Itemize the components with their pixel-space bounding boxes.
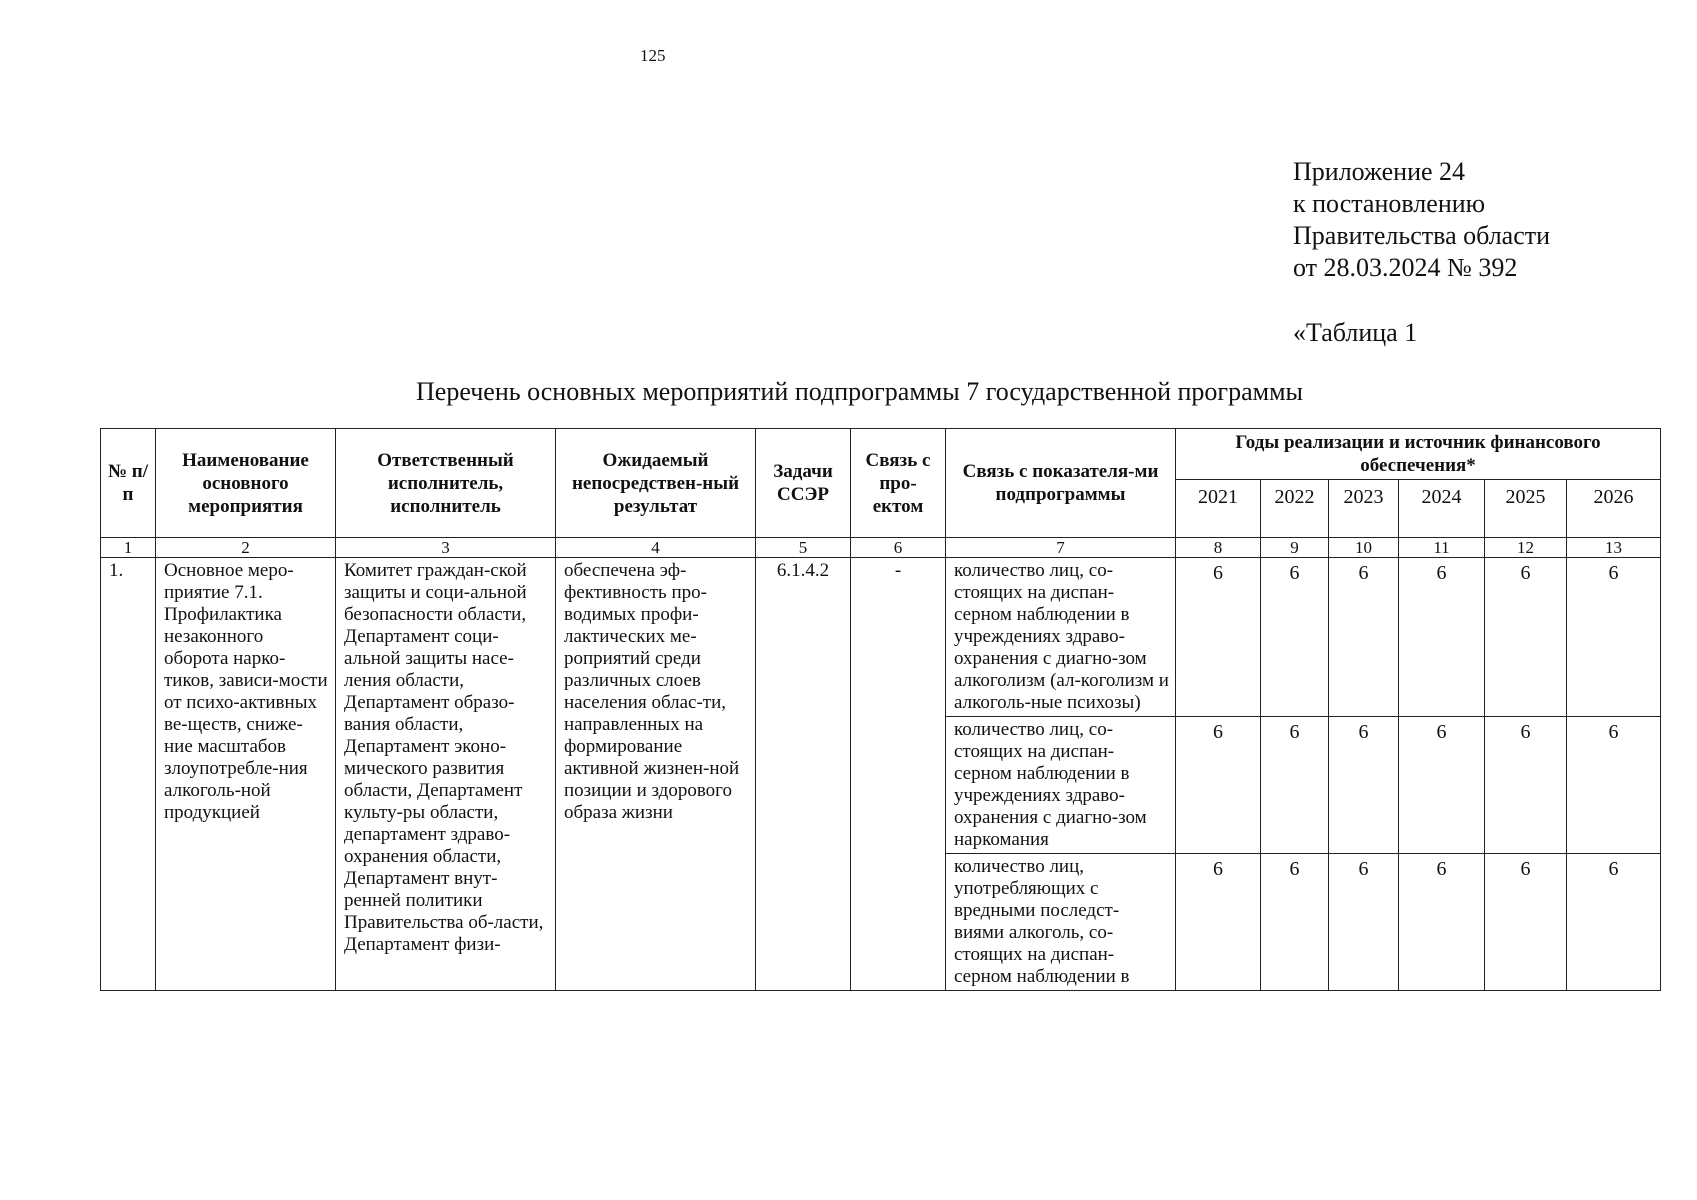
indicator-value: 6 [1485, 717, 1567, 854]
column-number: 5 [756, 538, 851, 558]
appendix-line-1: Приложение 24 [1293, 157, 1466, 186]
indicator-value: 6 [1261, 854, 1329, 991]
row-expected-result: обеспечена эф-фективность про-водимых профи-лактических ме-роприятий среди различных слоев населения облас-ти, направленных на формирование активной жизнен-ной позиции и здорового образа жизни [556, 558, 756, 991]
header-tasks: Задачи ССЭР [756, 429, 851, 538]
header-year-2024: 2024 [1399, 480, 1485, 538]
indicator-value: 6 [1261, 717, 1329, 854]
page-number: 125 [640, 46, 666, 65]
column-number: 7 [946, 538, 1176, 558]
header-indicators: Связь с показателя-ми подпрограммы [946, 429, 1176, 538]
header-num: № п/п [101, 429, 156, 538]
header-years-group: Годы реализации и источник финансового обеспечения* [1176, 429, 1661, 480]
header-year-2025: 2025 [1485, 480, 1567, 538]
indicator-value: 6 [1485, 558, 1567, 717]
column-number: 1 [101, 538, 156, 558]
column-number: 9 [1261, 538, 1329, 558]
column-number: 3 [336, 538, 556, 558]
column-number: 12 [1485, 538, 1567, 558]
header-year-2021: 2021 [1176, 480, 1261, 538]
indicator-value: 6 [1567, 854, 1661, 991]
header-row [101, 429, 1661, 480]
header-result: Ожидаемый непосредствен-ный результат [556, 429, 756, 538]
row-project: - [851, 558, 946, 991]
indicator-value: 6 [1329, 854, 1399, 991]
header-project: Связь с про-ектом [851, 429, 946, 538]
header-year-2023: 2023 [1329, 480, 1399, 538]
column-number: 6 [851, 538, 946, 558]
appendix-line-4: от 28.03.2024 № 392 [1293, 253, 1518, 282]
column-number: 2 [156, 538, 336, 558]
row-tasks: 6.1.4.2 [756, 558, 851, 991]
column-number: 8 [1176, 538, 1261, 558]
header-executor: Ответственный исполнитель, исполнитель [336, 429, 556, 538]
appendix-note [1293, 156, 1550, 284]
header-name: Наименование основного мероприятия [156, 429, 336, 538]
indicator-value: 6 [1176, 854, 1261, 991]
table-label: «Таблица 1 [1293, 318, 1418, 347]
indicator-value: 6 [1329, 558, 1399, 717]
indicator-value: 6 [1399, 854, 1485, 991]
column-number: 10 [1329, 538, 1399, 558]
row-executor: Комитет граждан-ской защиты и соци-альной безопасности области, Департамент соци-альной защиты насе-ления области, Департамент образо-вания области, Департамент эконо-мического развития области, Департамент культу-ры области, департамент здраво-охранения области, Департамент внут-ренней политики Правительства об-ласти, Департамент физи- [336, 558, 556, 991]
indicator-text: количество лиц, со-стоящих на диспан-серном наблюдении в учреждениях здраво-охранения с диагно-зом алкоголизм (ал-коголизм и алкоголь-ные психозы) [946, 558, 1176, 717]
table-row [101, 558, 1661, 717]
column-number: 13 [1567, 538, 1661, 558]
column-numbers-row [101, 538, 1661, 558]
document-title: Перечень основных мероприятий подпрограммы 7 государственной программы [416, 377, 1304, 406]
indicator-value: 6 [1399, 717, 1485, 854]
indicator-value: 6 [1176, 717, 1261, 854]
appendix-line-3: Правительства области [1293, 221, 1551, 250]
indicator-value: 6 [1176, 558, 1261, 717]
measures-table-wrapper [100, 428, 1660, 991]
row-measure-name: Основное меро-приятие 7.1. Профилактика незаконного оборота нарко-тиков, зависи-мости от психо-активных ве-ществ, сниже-ние масштабов злоупотребле-ния алкоголь-ной продукцией [156, 558, 336, 991]
indicator-value: 6 [1567, 558, 1661, 717]
measures-table [100, 428, 1661, 991]
indicator-value: 6 [1329, 717, 1399, 854]
indicator-value: 6 [1399, 558, 1485, 717]
row-num: 1. [101, 558, 156, 991]
indicator-text: количество лиц, со-стоящих на диспан-серном наблюдении в учреждениях здраво-охранения с диагно-зом наркомания [946, 717, 1176, 854]
indicator-value: 6 [1485, 854, 1567, 991]
appendix-line-2: к постановлению [1293, 189, 1486, 218]
column-number: 4 [556, 538, 756, 558]
header-year-2022: 2022 [1261, 480, 1329, 538]
indicator-text: количество лиц, употребляющих с вредными последст-виями алкоголь, со-стоящих на диспан-серном наблюдении в [946, 854, 1176, 991]
header-year-2026: 2026 [1567, 480, 1661, 538]
column-number: 11 [1399, 538, 1485, 558]
indicator-value: 6 [1567, 717, 1661, 854]
indicator-value: 6 [1261, 558, 1329, 717]
